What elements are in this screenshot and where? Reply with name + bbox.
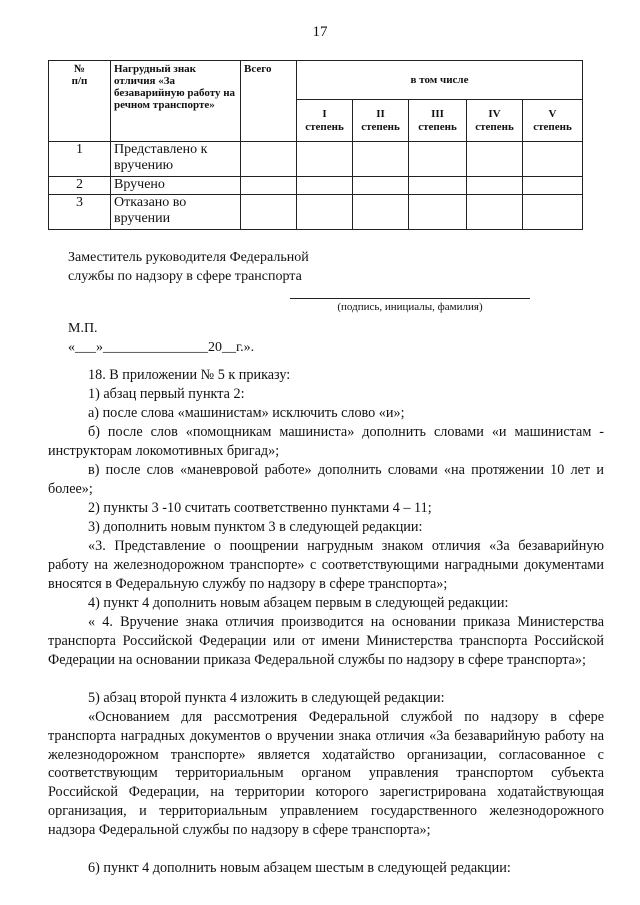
cell-total <box>241 195 297 230</box>
cell-degree <box>409 195 467 230</box>
cell-degree <box>467 195 523 230</box>
cell-degree <box>353 195 409 230</box>
paragraph: 5) абзац второй пункта 4 изложить в следующей редакции: <box>88 690 445 706</box>
signatory-title-line-2: службы по надзору в сфере транспорта <box>68 269 302 284</box>
header-degree-5: V степень <box>523 100 583 142</box>
page-number: 17 <box>312 24 328 40</box>
header-including: в том числе <box>297 61 583 100</box>
table-row <box>49 177 583 195</box>
row-number: 2 <box>49 177 111 195</box>
date-line: «___»_______________20__г.». <box>68 340 255 355</box>
paragraph: 3) дополнить новым пунктом 3 в следующей редакции: <box>88 519 423 535</box>
paragraph: 1) абзац первый пункта 2: <box>88 386 245 402</box>
stamp-placeholder: М.П. <box>68 321 98 336</box>
header-degree-2: II степень <box>353 100 409 142</box>
cell-degree <box>297 195 353 230</box>
signature-caption: (подпись, инициалы, фамилия) <box>337 301 483 313</box>
table-row <box>49 195 583 230</box>
table-header-row <box>49 61 583 100</box>
awards-table <box>48 60 583 230</box>
row-label: Представлено к вручению <box>111 142 241 177</box>
table-row <box>49 142 583 177</box>
cell-total <box>241 142 297 177</box>
signatory-title-line-1: Заместитель руководителя Федеральной <box>68 250 309 265</box>
cell-degree <box>297 177 353 195</box>
header-number: № п/п <box>49 61 111 142</box>
cell-degree <box>523 142 583 177</box>
paragraph: 18. В приложении № 5 к приказу: <box>88 367 291 383</box>
cell-degree <box>409 177 467 195</box>
cell-degree <box>353 177 409 195</box>
paragraph: «Основанием для рассмотрения Федеральной службой по надзору в сфере транспорта наградных документов о вручении знака отличия «За безаварийную работу на железнодорожном транспорте» является ходатайство организации, согласованное с соответствующим территориальным органом управления транспортом субъекта Российской Федерации, на территории которого зарегистрирована ходатайствующая организация, и территориальным управлением государственного железнодорожного надзора Федеральной службы по надзору в сфере транспорта»; <box>48 709 604 838</box>
signature-line <box>290 298 530 299</box>
paragraph: б) после слов «помощникам машиниста» дополнить словами «и машинистам - инструкторам локомотивных бригад»; <box>48 424 604 459</box>
cell-degree <box>409 142 467 177</box>
header-degree-1: I степень <box>297 100 353 142</box>
cell-degree <box>467 177 523 195</box>
paragraph: в) после слов «маневровой работе» дополнить словами «на протяжении 10 лет и более»; <box>48 462 604 497</box>
paragraph: 4) пункт 4 дополнить новым абзацем первым в следующей редакции: <box>88 595 509 611</box>
cell-degree <box>353 142 409 177</box>
header-degree-4: IV степень <box>467 100 523 142</box>
cell-degree <box>523 177 583 195</box>
paragraph: « 4. Вручение знака отличия производится на основании приказа Министерства транспорта Российской Федерации или от имени Министерства транспорта Российской Федерации на основании приказа Федеральной службы по надзору в сфере транспорта»; <box>48 614 604 668</box>
paragraph: 2) пункты 3 -10 считать соответственно пунктами 4 – 11; <box>88 500 432 516</box>
paragraph: 6) пункт 4 дополнить новым абзацем шестым в следующей редакции: <box>88 860 511 876</box>
paragraph: «3. Представление о поощрении нагрудным знаком отличия «За безаварийную работу на железнодорожном транспорте» с соответствующими наградными документами вносятся в Федеральную службу по надзору в сфере транспорта»; <box>48 538 604 592</box>
cell-degree <box>467 142 523 177</box>
header-degree-3: III степень <box>409 100 467 142</box>
cell-degree <box>523 195 583 230</box>
header-total: Всего <box>241 61 297 142</box>
cell-total <box>241 177 297 195</box>
row-number: 1 <box>49 142 111 177</box>
row-number: 3 <box>49 195 111 230</box>
row-label: Вручено <box>111 177 241 195</box>
row-label: Отказано во вручении <box>111 195 241 230</box>
paragraph: а) после слова «машинистам» исключить слово «и»; <box>88 405 405 421</box>
header-badge: Нагрудный знак отличия «За безаварийную работу на речном транспорте» <box>111 61 241 142</box>
cell-degree <box>297 142 353 177</box>
